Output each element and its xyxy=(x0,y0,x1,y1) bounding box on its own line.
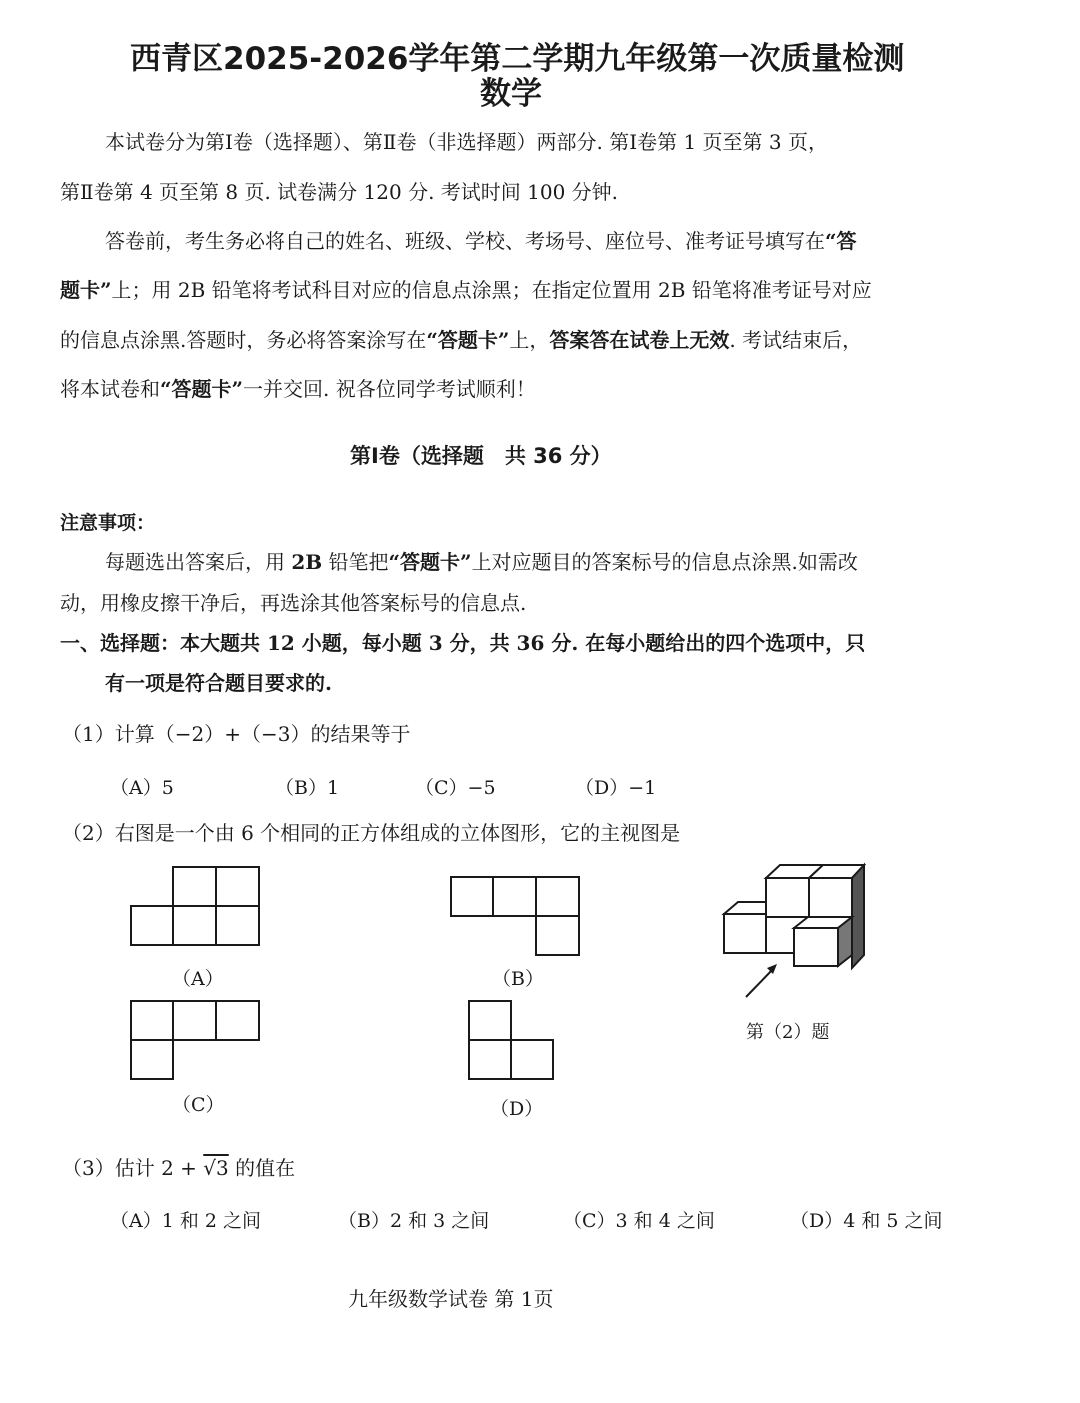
q2-figure-b[interactable] xyxy=(450,876,582,958)
page-footer: 九年级数学试卷 第 1页 xyxy=(348,1287,554,1311)
exam-title: 西青区2025-2026学年第二学期九年级第一次质量检测 xyxy=(130,41,905,77)
q1-option-a[interactable]: （A）5 xyxy=(110,777,174,799)
q2-label-b: （B） xyxy=(492,968,544,990)
q1-stem: （1）计算（−2）+（−3）的结果等于 xyxy=(62,722,411,746)
q1-option-c[interactable]: （C）−5 xyxy=(415,777,496,799)
q2-solid-figure xyxy=(722,860,872,1000)
intro-line-3: 答卷前，考生务必将自己的姓名、班级、学校、考场号、座位号、准考证号填写在“答 xyxy=(105,229,857,253)
notes-line-2: 动，用橡皮擦干净后，再选涂其他答案标号的信息点. xyxy=(60,591,527,615)
q3-stem: （3）估计 2 + √3 的值在 xyxy=(62,1156,296,1180)
q3-option-d[interactable]: （D）4 和 5 之间 xyxy=(790,1210,943,1232)
q3-option-b[interactable]: （B）2 和 3 之间 xyxy=(338,1210,490,1232)
intro-line-5: 的信息点涂黑.答题时，务必将答案涂写在“答题卡”上，答案答在试卷上无效. 考试结束后， xyxy=(60,328,863,352)
q1-option-b[interactable]: （B）1 xyxy=(275,777,340,799)
q2-figure-c[interactable] xyxy=(130,1000,262,1082)
sqrt-3: √3 xyxy=(203,1156,229,1180)
q2-label-a: （A） xyxy=(172,968,224,990)
subject-title: 数学 xyxy=(480,76,542,112)
notes-line-1: 每题选出答案后，用 2B 铅笔把“答题卡”上对应题目的答案标号的信息点涂黑.如需改 xyxy=(105,550,858,574)
part-heading-line-1: 一、选择题：本大题共 12 小题，每小题 3 分，共 36 分. 在每小题给出的四个选项中，只 xyxy=(60,631,866,655)
intro-line-1: 本试卷分为第Ⅰ卷（选择题）、第Ⅱ卷（非选择题）两部分. 第Ⅰ卷第 1 页至第 3 页， xyxy=(105,130,828,154)
intro-line-4: 题卡”上；用 2B 铅笔将考试科目对应的信息点涂黑；在指定位置用 2B 铅笔将准考证号对应 xyxy=(60,278,872,302)
intro-line-2: 第Ⅱ卷第 4 页至第 8 页. 试卷满分 120 分. 考试时间 100 分钟. xyxy=(60,180,619,204)
q3-option-a[interactable]: （A）1 和 2 之间 xyxy=(110,1210,262,1232)
intro-line-6: 将本试卷和“答题卡”一并交回. 祝各位同学考试顺利！ xyxy=(60,377,536,401)
q2-stem: （2）右图是一个由 6 个相同的正方体组成的立体图形，它的主视图是 xyxy=(62,821,681,845)
q1-option-d[interactable]: （D）−1 xyxy=(575,777,657,799)
q3-option-c[interactable]: （C）3 和 4 之间 xyxy=(563,1210,715,1232)
section-heading: 第Ⅰ卷（选择题 共 36 分） xyxy=(350,444,612,468)
q2-figure-d[interactable] xyxy=(468,1000,560,1082)
q2-label-c: （C） xyxy=(172,1094,225,1116)
notes-title: 注意事项： xyxy=(60,512,156,534)
q2-label-d: （D） xyxy=(490,1098,544,1120)
part-heading-line-2: 有一项是符合题目要求的. xyxy=(105,671,332,695)
q2-figure-a[interactable] xyxy=(130,866,262,948)
q2-figure-caption: 第（2）题 xyxy=(746,1022,830,1043)
